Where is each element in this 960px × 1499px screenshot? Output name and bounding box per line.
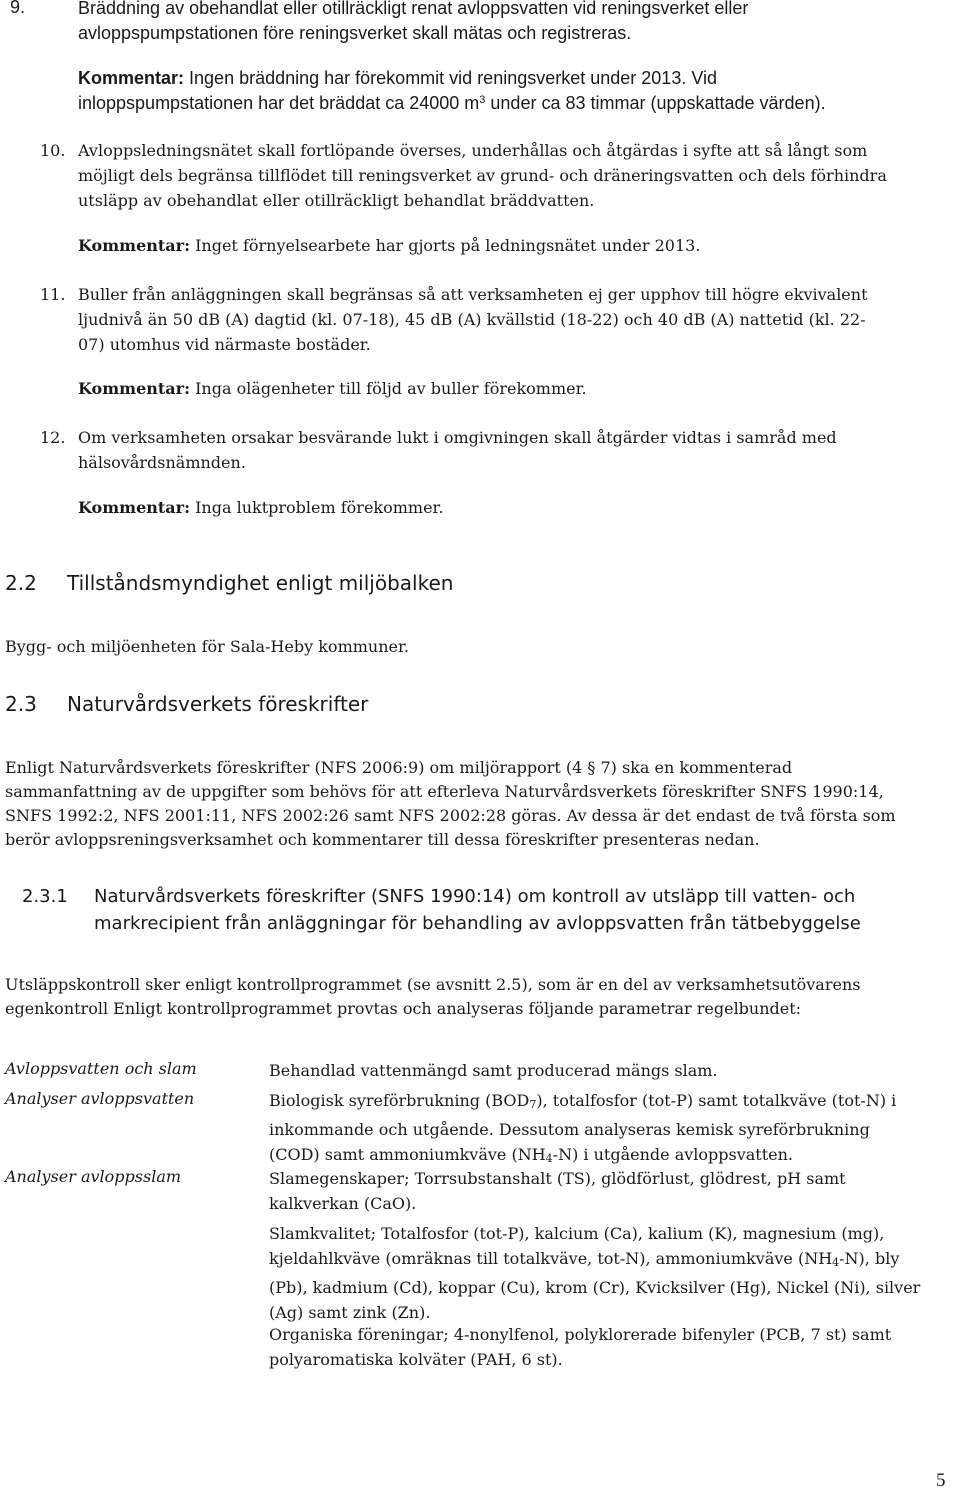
text-segment: (COD) samt ammoniumkväve (NH (269, 1145, 546, 1164)
section-title: Tillståndsmyndighet enligt miljöbalken (67, 571, 454, 595)
param-label-analyser-avloppsvatten: Analyser avloppsvatten (5, 1089, 195, 1108)
item-10-line-1: Avloppsledningsnätet skall fortlöpande överses, underhållas och åtgärdas i syfte att så långt som (78, 141, 868, 160)
section-2-3-line-4: berör avloppsreningsverksamhet och kommentarer till dessa föreskrifter presenteras nedan. (5, 830, 760, 849)
section-2-2-body: Bygg- och miljöenheten för Sala-Heby kommuner. (5, 637, 409, 656)
comment-text: under ca 83 timmar (uppskattade värden). (485, 93, 826, 113)
param-text-3 (269, 1166, 959, 1216)
superscript: 3 (479, 94, 486, 106)
param-text-line: polyaromatiska kolväter (PAH, 6 st). (269, 1350, 563, 1369)
page-number: 5 (936, 1470, 946, 1491)
param-text-line: kalkverkan (CaO). (269, 1194, 417, 1213)
item-9-comment-line-1: Ingen bräddning har förekommit vid reningsverket under 2013. Vid (189, 68, 718, 88)
section-heading-2-2 (5, 571, 453, 595)
section-title: Naturvårdsverkets föreskrifter (67, 692, 369, 716)
item-9-line-1: Bräddning av obehandlat eller otillräckligt renat avloppsvatten vid reningsverket eller (78, 0, 749, 18)
item-11-line-1: Buller från anläggningen skall begränsas så att verksamheten ej ger upphov till högre ekvivalent (78, 285, 868, 304)
item-11-line-2: ljudnivå än 50 dB (A) dagtid (kl. 07-18), 45 dB (A) kvällstid (18-22) och 40 dB (A) nattetid (kl. 22- (78, 310, 866, 329)
item-9-comment (78, 67, 717, 90)
section-2-3-1-line-2: egenkontroll Enligt kontrollprogrammet provtas och analyseras följande parametrar regelbundet: (5, 999, 802, 1018)
comment-label: Kommentar: (78, 236, 190, 255)
section-number-2-3-1: 2.3.1 (22, 886, 68, 907)
item-10-line-3: utsläpp av obehandlat eller otillräckligt behandlat bräddvatten. (78, 191, 595, 210)
item-number-9: 9. (10, 0, 26, 17)
param-text-line: (Ag) samt zink (Zn). (269, 1303, 431, 1322)
param-text-line: (Pb), kadmium (Cd), koppar (Cu), krom (Cr), Kvicksilver (Hg), Nickel (Ni), silver (269, 1278, 921, 1297)
section-2-3-line-3: SNFS 1992:2, NFS 2001:11, NFS 2002:26 samt NFS 2002:28 göras. Av dessa är det endast de två första som (5, 806, 896, 825)
param-text-line (269, 1246, 959, 1275)
param-text-line (269, 1088, 959, 1117)
text-segment: -N), bly (839, 1249, 900, 1268)
param-text-4 (269, 1221, 959, 1325)
item-12-line-1: Om verksamheten orsakar besvärande lukt i omgivningen skall åtgärder vidtas i samråd med (78, 428, 837, 447)
comment-label: Kommentar: (78, 68, 185, 88)
subscript: 4 (545, 1152, 553, 1165)
comment-label: Kommentar: (78, 379, 190, 398)
item-12-line-2: hälsovårdsnämnden. (78, 453, 246, 472)
section-2-3-line-2: sammanfattning av de uppgifter som behövs för att efterleva Naturvårdsverkets föreskrifter SNFS 1990:14, (5, 782, 884, 801)
item-11-line-3: 07) utomhus vid närmaste bostäder. (78, 335, 371, 354)
param-text-line: Behandlad vattenmängd samt producerad mängs slam. (269, 1061, 718, 1080)
section-title-line-1: Naturvårdsverkets föreskrifter (SNFS 1990:14) om kontroll av utsläpp till vatten- och (94, 886, 856, 907)
section-heading-2-3-1 (94, 883, 960, 937)
text-segment: ), totalfosfor (tot-P) samt totalkväve (tot-N) i (536, 1091, 897, 1110)
section-heading-2-3 (5, 692, 368, 716)
comment-text: Inga luktproblem förekommer. (195, 498, 444, 517)
param-label-avloppsvatten-och-slam: Avloppsvatten och slam (5, 1059, 197, 1078)
param-text-line: inkommande och utgående. Dessutom analyseras kemisk syreförbrukning (269, 1120, 870, 1139)
param-text-2 (269, 1088, 959, 1171)
section-number: 2.2 (5, 571, 37, 595)
param-text-line: Slamkvalitet; Totalfosfor (tot-P), kalcium (Ca), kalium (K), magnesium (mg), (269, 1224, 885, 1243)
section-2-3-line-1: Enligt Naturvårdsverkets föreskrifter (NFS 2006:9) om miljörapport (4 § 7) ska en kommenterad (5, 758, 793, 777)
comment-text: inloppspumpstationen har det bräddat ca 24000 m (78, 93, 480, 113)
item-number-12: 12. (40, 428, 66, 447)
comment-text: Inga olägenheter till följd av buller förekommer. (195, 379, 587, 398)
item-12-comment (78, 498, 444, 518)
item-number-10: 10. (40, 141, 66, 160)
comment-label: Kommentar: (78, 498, 190, 517)
item-9-line-2: avloppspumpstationen före reningsverket skall mätas och registreras. (78, 23, 632, 43)
subscript: 7 (529, 1098, 537, 1111)
param-text-5 (269, 1322, 959, 1372)
param-label-analyser-avloppsslam: Analyser avloppsslam (5, 1167, 182, 1186)
section-2-3-1-line-1: Utsläppskontroll sker enligt kontrollprogrammet (se avsnitt 2.5), som är en del av verksamhetsutövarens (5, 975, 861, 994)
param-text-line: Slamegenskaper; Torrsubstanshalt (TS), glödförlust, glödrest, pH samt (269, 1169, 846, 1188)
param-text-1 (269, 1058, 959, 1083)
item-10-comment (78, 236, 700, 256)
item-9-comment-line-2 (78, 92, 826, 115)
comment-text: Inget förnyelsearbete har gjorts på ledningsnätet under 2013. (195, 236, 701, 255)
text-segment: -N) i utgående avloppsvatten. (552, 1145, 794, 1164)
text-segment: kjeldahlkväve (omräknas till totalkväve, tot-N), ammoniumkväve (NH (269, 1249, 833, 1268)
text-segment: Biologisk syreförbrukning (BOD (269, 1091, 530, 1110)
subscript: 4 (832, 1256, 840, 1269)
section-title-line-2: markrecipient från anläggningar för behandling av avloppsvatten från tätbebyggelse (94, 913, 861, 934)
item-11-comment (78, 379, 587, 399)
item-number-11: 11. (40, 285, 66, 304)
item-10-line-2: möjligt dels begränsa tillflödet till reningsverket av grund- och dräneringsvatten och dels förhindra (78, 166, 887, 185)
section-number: 2.3 (5, 692, 37, 716)
param-text-line: Organiska föreningar; 4-nonylfenol, polyklorerade bifenyler (PCB, 7 st) samt (269, 1325, 892, 1344)
